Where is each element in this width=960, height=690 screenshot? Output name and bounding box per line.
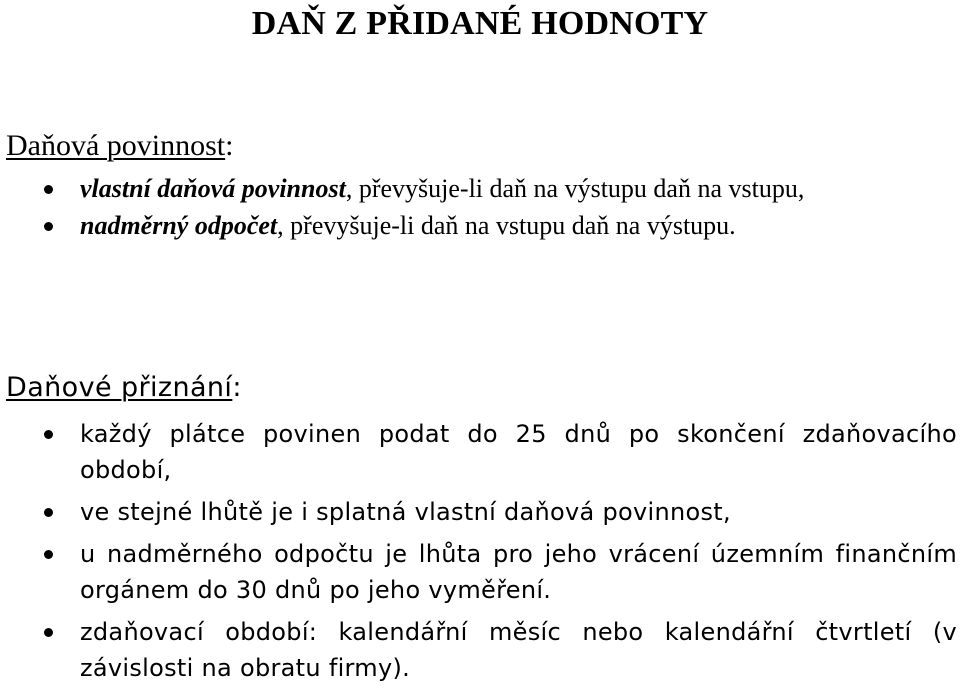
- bullet-icon: [44, 628, 53, 637]
- list-item-term: vlastní daňová povinnost: [80, 174, 346, 203]
- section-heading-text: Daňové přiznání: [6, 372, 233, 403]
- list-item: [0, 536, 957, 608]
- section-heading-danova-povinnost: [6, 128, 233, 164]
- list-item: [0, 170, 960, 207]
- list-item: [0, 416, 957, 488]
- section-heading-text: Daňová povinnost: [6, 129, 226, 162]
- section-heading-danove-priznani: [6, 370, 242, 406]
- list-item-term: nadměrný odpočet: [80, 211, 278, 240]
- bullet-icon: [44, 550, 53, 559]
- list-item-text: u nadměrného odpočtu je lhůta pro jeho vrácení územním finančním orgánem do 30 dnů po jeho vyměření.: [80, 540, 957, 604]
- section-heading-colon: :: [225, 129, 234, 162]
- bullet-icon: [44, 508, 53, 517]
- list-item-text: ve stejné lhůtě je i splatná vlastní daňová povinnost,: [80, 498, 731, 526]
- list-item-text: , převyšuje-li daň na výstupu daň na vstupu,: [345, 174, 805, 203]
- list-item: [0, 494, 957, 530]
- page-title: DAŇ Z PŘIDANÉ HODNOTY: [251, 5, 709, 42]
- danove-priznani-list: [0, 416, 957, 686]
- list-item-text: , převyšuje-li daň na vstupu daň na výstupu.: [277, 211, 736, 240]
- list-item: [0, 614, 957, 686]
- bullet-icon: [44, 185, 53, 194]
- bullet-icon: [44, 430, 53, 439]
- list-item-text: každý plátce povinen podat do 25 dnů po skončení zdaňovacího období,: [80, 420, 957, 484]
- list-item-text: zdaňovací období: kalendářní měsíc nebo kalendářní čtvrtletí (v závislosti na obratu firmy).: [80, 618, 957, 682]
- bullet-icon: [44, 222, 53, 231]
- section-heading-colon: :: [232, 372, 242, 403]
- list-item: [0, 207, 960, 244]
- danova-povinnost-list: [0, 170, 960, 244]
